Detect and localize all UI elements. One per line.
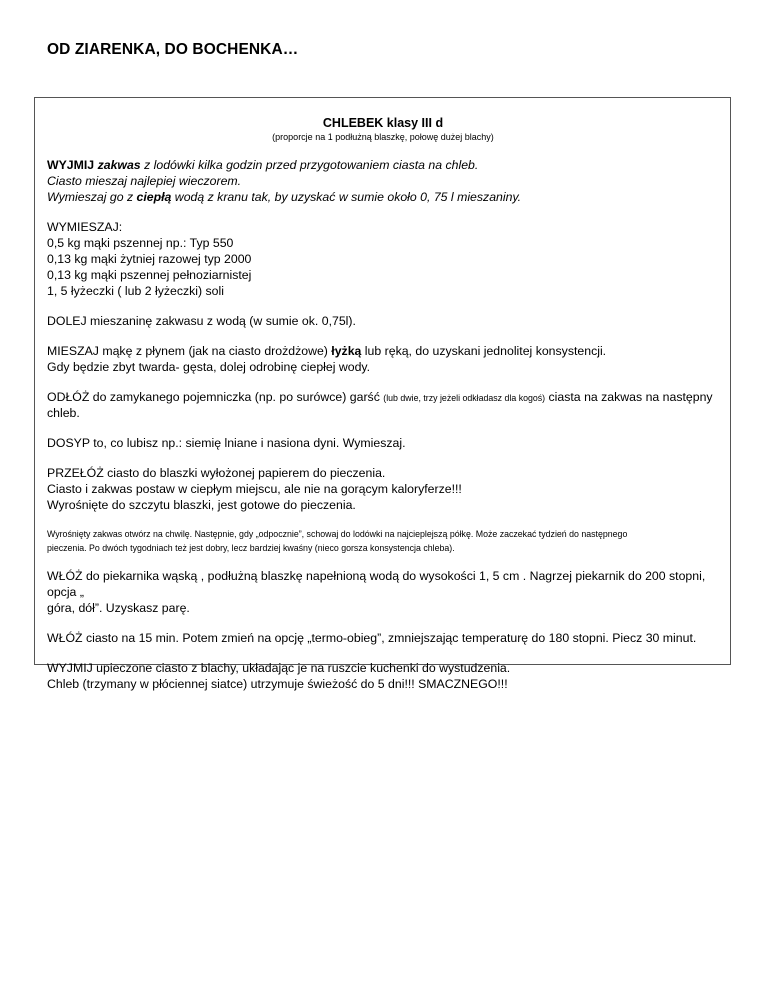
recipe-content xyxy=(47,115,719,706)
wloz-blaszka-line-1: WŁÓŻ do piekarnika wąską , podłużną blaszkę napełnioną wodą do wysokości 1, 5 cm . Nagrzej piekarnik do 200 stopni, opcja „ xyxy=(47,569,706,599)
odloz-main: ODŁÓŻ do zamykanego pojemniczka (np. po surówce) garść xyxy=(47,390,384,404)
recipe-title: CHLEBEK klasy III d xyxy=(322,116,444,130)
intro-line-3-c: wodą z kranu tak, by uzyskać w sumie około 0, 75 l mieszaniny. xyxy=(171,190,522,204)
document-title: OD ZIARENKA, DO BOCHENKA… xyxy=(47,41,299,58)
odloz-rest: ciasta na zakwas na następny xyxy=(545,390,713,404)
ingredient-item: 0,13 kg mąki żytniej razowej typ 2000 xyxy=(47,252,252,266)
odloz-line-1 xyxy=(47,389,719,405)
odloz-line-2: chleb. xyxy=(47,406,80,420)
ingredients-heading: WYMIESZAJ: xyxy=(47,220,123,234)
przeloz-line-3: Wyrośnięte do szczytu blaszki, jest gotowe do pieczenia. xyxy=(47,498,356,512)
mieszaj-lyzka: łyżką xyxy=(331,344,362,358)
dosyp-paragraph: DOSYP to, co lubisz np.: siemię lniane i nasiona dyni. Wymieszaj. xyxy=(47,436,406,450)
intro-verb: WYJMIJ xyxy=(47,158,98,172)
note-paragraph xyxy=(47,527,719,555)
wloz-blaszka-line-2: góra, dół”. Uzyskasz parę. xyxy=(47,601,190,615)
odloz-small-note: (lub dwie, trzy jeżeli odkładasz dla kogoś) xyxy=(383,393,546,403)
mieszaj-line-1 xyxy=(47,343,719,359)
intro-zakwas: zakwas xyxy=(97,158,141,172)
wyjmij-line-2: Chleb (trzymany w płóciennej siatce) utrzymuje świeżość do 5 dni!!! SMACZNEGO!!! xyxy=(47,677,508,691)
ingredient-item: 0,5 kg mąki pszennej np.: Typ 550 xyxy=(47,236,234,250)
wyjmij-line-1: WYJMIJ upieczone ciasto z blachy, układając je na ruszcie kuchenki do wystudzenia. xyxy=(47,661,511,675)
mieszaj-line-1-c: lub ręką, do uzyskani jednolitej konsystencji. xyxy=(361,344,607,358)
wloz-blaszka-paragraph xyxy=(47,568,719,616)
note-line-2: pieczenia. Po dwóch tygodniach też jest dobry, lecz bardziej kwaśny (nieco gorsza konsystencja chleba). xyxy=(47,543,455,553)
intro-line-3 xyxy=(47,189,719,205)
mieszaj-line-1-a: MIESZAJ mąkę z płynem (jak na ciasto drożdżowe) xyxy=(47,344,332,358)
wyjmij-paragraph xyxy=(47,660,719,692)
wloz-ciasto-paragraph: WŁÓŻ ciasto na 15 min. Potem zmień na opcję „termo-obieg”, zmniejszając temperaturę do 180 stopni. Piecz 30 minut. xyxy=(47,631,697,645)
note-line-1: Wyrośnięty zakwas otwórz na chwilę. Następnie, gdy „odpocznie”, schowaj do lodówki na najcieplejszą półkę. Może zaczekać tydzień do następnego xyxy=(47,529,628,539)
mieszaj-line-2: Gdy będzie zbyt twarda- gęsta, dolej odrobinę ciepłej wody. xyxy=(47,360,371,374)
dolej-paragraph: DOLEJ mieszaninę zakwasu z wodą (w sumie ok. 0,75l). xyxy=(47,314,356,328)
intro-ciepla: ciepłą xyxy=(136,190,172,204)
intro-line-3-a: Wymieszaj go z xyxy=(47,190,137,204)
ingredients-paragraph xyxy=(47,219,719,299)
przeloz-line-1: PRZEŁÓŻ ciasto do blaszki wyłożonej papierem do pieczenia. xyxy=(47,466,386,480)
przeloz-paragraph xyxy=(47,465,719,513)
przeloz-line-2: Ciasto i zakwas postaw w ciepłym miejscu, ale nie na gorącym kaloryferze!!! xyxy=(47,482,462,496)
ingredient-item: 0,13 kg mąki pszennej pełnoziarnistej xyxy=(47,268,252,282)
mieszaj-paragraph xyxy=(47,343,719,375)
intro-line-1 xyxy=(47,157,719,173)
intro-paragraph xyxy=(47,157,719,205)
recipe-subtitle: (proporcje na 1 podłużną blaszkę, połowę dużej blachy) xyxy=(272,132,494,142)
intro-line-2: Ciasto mieszaj najlepiej wieczorem. xyxy=(47,174,242,188)
intro-line-1-rest: z lodówki kilka godzin przed przygotowaniem ciasta na chleb. xyxy=(140,158,479,172)
ingredient-item: 1, 5 łyżeczki ( lub 2 łyżeczki) soli xyxy=(47,284,224,298)
odloz-paragraph xyxy=(47,389,719,421)
